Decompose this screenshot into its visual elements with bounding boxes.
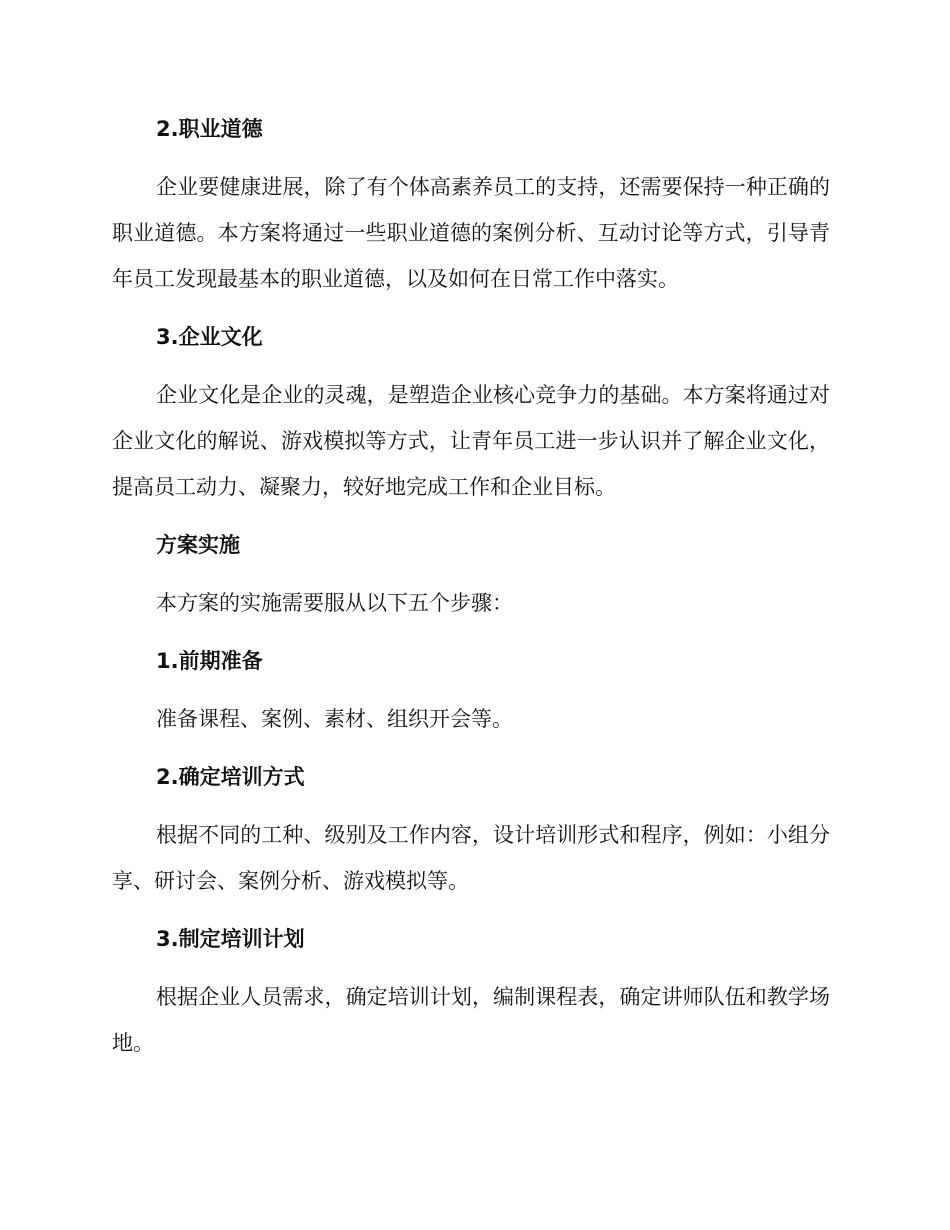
paragraph-corporate-culture: 企业文化是企业的灵魂，是塑造企业核心竞争力的基础。本方案将通过对企业文化的解说、游戏模拟等方式，让青年员工进一步认识并了解企业文化，提高员工动力、凝聚力，较好地完成工作和企业目标。 bbox=[112, 383, 830, 499]
section-heading-training-method: 2.确定培训方式 bbox=[156, 765, 305, 789]
section-heading-training-plan: 3.制定培训计划 bbox=[156, 927, 305, 951]
section-heading-professional-ethics: 2.职业道德 bbox=[156, 117, 263, 141]
paragraph-training-plan: 根据企业人员需求，确定培训计划，编制课程表，确定讲师队伍和教学场地。 bbox=[112, 985, 830, 1055]
paragraph-training-method: 根据不同的工种、级别及工作内容，设计培训形式和程序，例如：小组分享、研讨会、案例分析、游戏模拟等。 bbox=[112, 823, 830, 893]
document-content bbox=[112, 106, 830, 1078]
paragraph-implementation-steps: 本方案的实施需要服从以下五个步骤： bbox=[156, 591, 513, 615]
paragraph-professional-ethics: 企业要健康进展，除了有个体高素养员工的支持，还需要保持一种正确的职业道德。本方案将通过一些职业道德的案例分析、互动讨论等方式，引导青年员工发现最基本的职业道德，以及如何在日常工作中落实。 bbox=[112, 175, 830, 291]
section-heading-corporate-culture: 3.企业文化 bbox=[156, 325, 263, 349]
paragraph-preparation: 准备课程、案例、素材、组织开会等。 bbox=[156, 707, 513, 731]
section-heading-plan-implementation: 方案实施 bbox=[156, 533, 240, 557]
section-heading-preparation: 1.前期准备 bbox=[156, 649, 263, 673]
